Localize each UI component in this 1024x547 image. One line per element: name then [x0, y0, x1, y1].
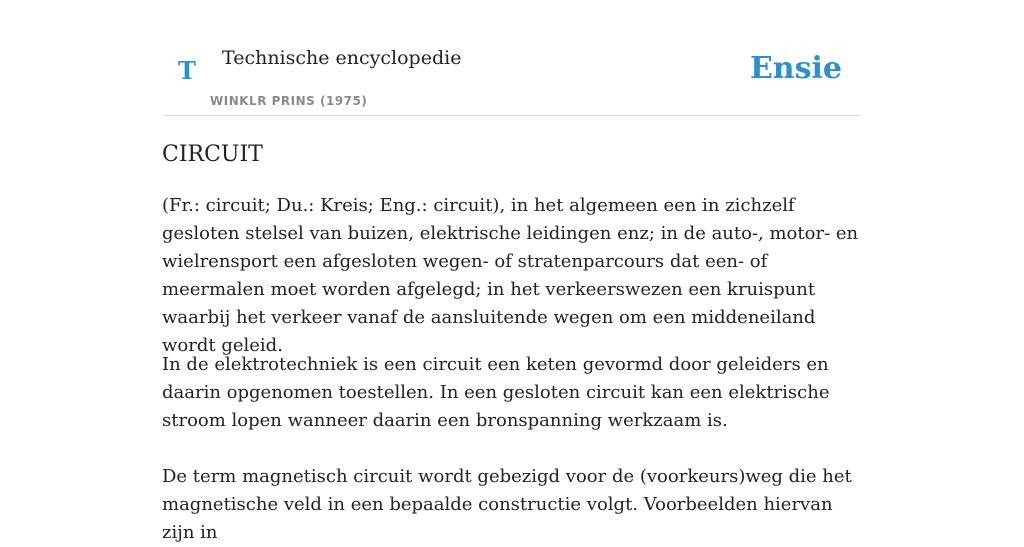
book-subtitle: WINKLR PRINS (1975) — [210, 94, 368, 108]
ensie-logo-link[interactable]: Ensie — [749, 51, 842, 86]
article-container — [162, 0, 862, 543]
book-letter-icon[interactable]: T — [178, 56, 196, 85]
entry-paragraph: (Fr.: circuit; Du.: Kreis; Eng.: circuit), in het algemeen een in zichzelf gesloten stelsel van buizen, elektrische leidingen enz; in de auto-, motor- en wielrensport een afgesloten wegen- of stratenparcours dat een- of meermalen moet worden afgelegd; in het verkeerswezen een kruispunt waarbij het verkeer vanaf de aansluitende wegen om een middeneiland wordt geleid. — [162, 195, 859, 356]
entry-title: CIRCUIT — [162, 142, 263, 167]
book-title-link[interactable]: Technische encyclopedie — [222, 47, 462, 69]
entry-paragraph: In de elektrotechniek is een circuit een keten gevormd door geleiders en daarin opgenomen toestellen. In een gesloten circuit kan een elektrische stroom lopen wanneer daarin een bronspanning werkzaam is. — [162, 354, 830, 431]
entry-paragraph: De term magnetisch circuit wordt gebezigd voor de (voorkeurs)weg die het magnetische veld in een bepaalde constructie volgt. Voorbeelden hiervan zijn in — [162, 466, 852, 543]
book-header — [162, 0, 862, 116]
